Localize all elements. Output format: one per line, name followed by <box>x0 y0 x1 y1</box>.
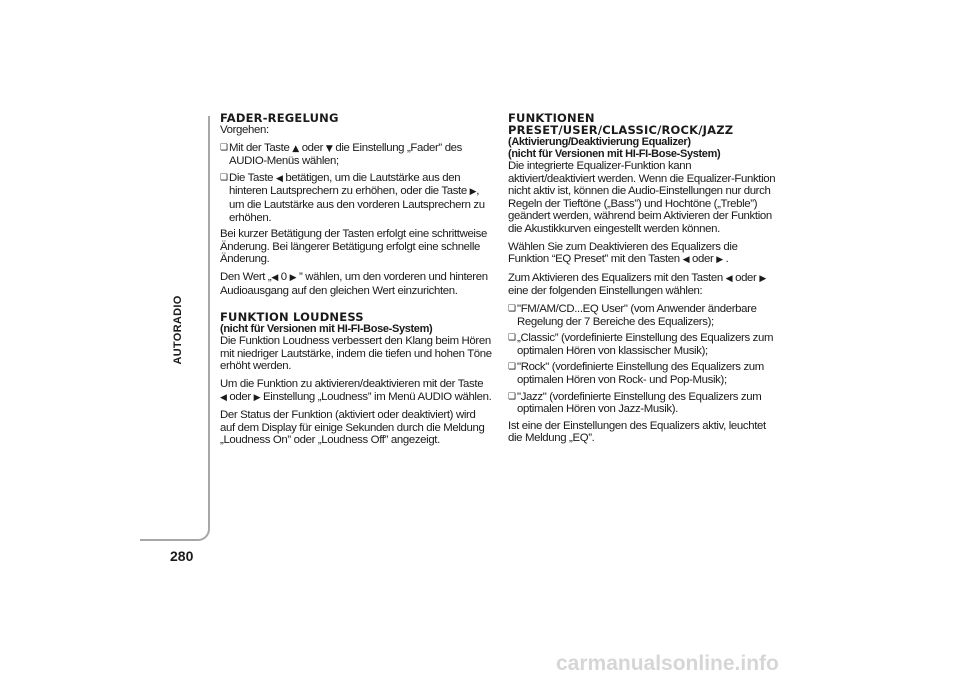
list-item-text: Die Taste <box>229 171 274 184</box>
paragraph-text: Einstellung „Loudness” im Menü AUDIO wählen. <box>263 390 492 403</box>
paragraph-text: Den Wert „ <box>220 270 272 283</box>
triangle-up-icon: ▲ <box>292 143 299 154</box>
list-item: ❏ „Classic” (vordefinierte Einstellung des Equalizers zum optimalen Hören von klassischer Musik); <box>508 332 780 357</box>
list-item-text: oder <box>301 141 324 154</box>
equalizer-options-list <box>508 303 780 416</box>
triangle-right-icon: ▶ <box>759 273 766 284</box>
paragraph <box>220 271 492 297</box>
paragraph-text: ” wählen, um den vorderen und hinteren Audioausgang auf den gleichen Wert einzurichten. <box>220 270 488 297</box>
list-item-text: die Einstellung „Fader” des AUDIO-Menüs wählen; <box>229 141 463 168</box>
list-item <box>220 142 492 168</box>
paragraph-text: oder <box>692 253 714 266</box>
paragraph-text: . <box>725 253 729 266</box>
paragraph-text: eine der folgenden Einstellungen wählen: <box>508 285 703 298</box>
list-item: ❏ "FM/AM/CD...EQ User" (vom Anwender änderbare Regelung der 7 Bereiche des Equalizers); <box>508 303 780 328</box>
triangle-left-icon: ◀ <box>275 173 283 184</box>
left-column <box>220 112 492 452</box>
triangle-right-icon: ▶ <box>289 272 297 283</box>
list-item: ❏ "Rock" (vordefinierte Einstellung des Equalizers zum optimalen Hören von Rock- und Pop-Musik); <box>508 361 780 386</box>
fader-heading: FADER-REGELUNG <box>220 111 339 125</box>
triangle-left-icon: ◀ <box>682 255 690 266</box>
list-item: ❏ "Jazz" (vordefinierte Einstellung des Equalizers zum optimalen Hören von Jazz-Musik). <box>508 391 780 416</box>
equalizer-heading-line1: FUNKTIONEN <box>508 111 595 125</box>
equalizer-subheading-1: (Aktivierung/Deaktivierung Equalizer) <box>508 136 691 148</box>
list-item <box>220 172 492 224</box>
triangle-right-icon: ▶ <box>253 392 261 403</box>
equalizer-heading-line2: PRESET/USER/CLASSIC/ROCK/JAZZ <box>508 123 734 137</box>
equalizer-subheading-2: (nicht für Versionen mit HI-FI-Bose-System) <box>508 148 721 160</box>
list-item-text: betätigen, um die Lautstärke aus den hinteren Lautsprechern zu erhöhen, oder die Taste <box>229 171 467 198</box>
right-column <box>508 112 780 450</box>
paragraph: Der Status der Funktion (aktiviert oder deaktiviert) wird auf dem Display für einige Sekunden durch die Meldung „Loudness On” oder „Loudness Off” angezeigt. <box>220 409 485 447</box>
paragraph: Die integrierte Equalizer-Funktion kann aktiviert/deaktiviert werden. Wenn die Equalizer-Funktion nicht aktiv ist, können die Audio-Einstellungen nur durch Regeln der Tieftöne („Bass”) und Hochtöne („Treble”) geändert werden, während beim Aktivieren der Funktion die Akustikkurven eingestellt werden können. <box>508 160 776 235</box>
paragraph-text: Um die Funktion zu aktivieren/deaktivieren mit der Taste <box>220 377 484 390</box>
paragraph-text: Zum Aktivieren des Equalizers mit den Tasten <box>508 271 723 284</box>
triangle-down-icon: ▼ <box>325 143 333 154</box>
paragraph-text: oder <box>735 271 757 284</box>
loudness-subheading: (nicht für Versionen mit HI-FI-Bose-System) <box>220 323 433 336</box>
loudness-heading: FUNKTION LOUDNESS <box>220 310 364 325</box>
paragraph: Ist eine der Einstellungen des Equalizers aktiv, leuchtet die Meldung „EQ”. <box>508 419 766 445</box>
vorgehen-text: Vorgehen: <box>220 124 269 136</box>
triangle-right-icon: ▶ <box>716 255 723 266</box>
triangle-left-icon: ◀ <box>271 272 278 283</box>
paragraph <box>508 272 780 298</box>
triangle-right-icon: ▶ <box>469 187 477 198</box>
list-item-text: , um die Lautstärke aus den vorderen Lautsprechern zu erhöhen. <box>229 185 485 224</box>
paragraph-text: 0 <box>280 270 287 283</box>
paragraph <box>508 241 780 267</box>
paragraph: Die Funktion Loudness verbessert den Klang beim Hören mit niedriger Lautstärke, indem die tiefen und hohen Töne erhöht werden. <box>220 335 492 373</box>
chapter-side-label: AUTORADIO <box>172 295 184 365</box>
watermark: carmanualsonline.info <box>556 652 779 675</box>
paragraph <box>220 378 492 404</box>
paragraph-text: oder <box>229 390 251 403</box>
list-item-text: Mit der Taste <box>229 141 290 154</box>
page-number: 280 <box>170 548 194 564</box>
triangle-left-icon: ◀ <box>220 392 227 403</box>
paragraph-text: Wählen Sie zum Deaktivieren des Equalizers die Funktion “EQ Preset” mit den Tasten <box>508 240 738 266</box>
triangle-left-icon: ◀ <box>725 273 733 284</box>
fader-steps-list <box>220 142 492 225</box>
paragraph: Bei kurzer Betätigung der Tasten erfolgt eine schrittweise Änderung. Bei längerer Betätigung erfolgt eine schnelle Änderung. <box>220 228 487 266</box>
